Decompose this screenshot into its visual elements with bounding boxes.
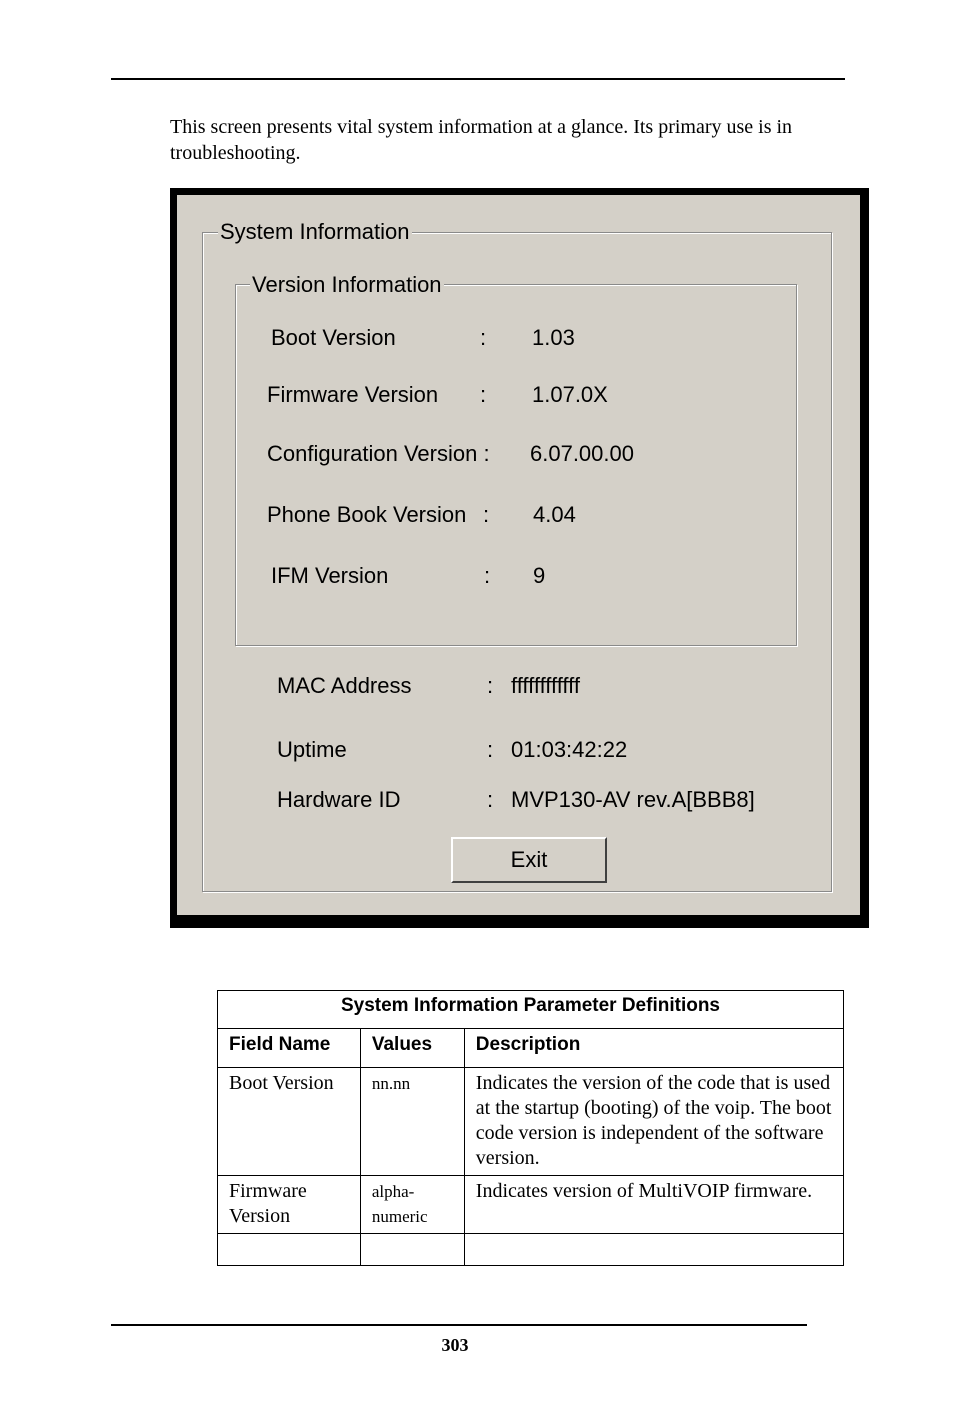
system-info-screenshot xyxy=(170,188,869,928)
table-row xyxy=(218,1234,844,1266)
description-cell: Indicates the version of the code that is used at the startup (booting) of the voip. The boot code version is independent of the software version. xyxy=(464,1068,843,1176)
phone-book-version-value: 4.04 xyxy=(533,502,576,527)
field-name-cell xyxy=(218,1234,361,1266)
uptime-label: Uptime xyxy=(277,737,347,762)
page-number: 303 xyxy=(441,1335,469,1355)
firmware-version-label: Firmware Version xyxy=(267,382,439,407)
configuration-version-label: Configuration Version : xyxy=(267,441,490,466)
ifm-version-value: 9 xyxy=(533,563,546,588)
phone-book-version-label: Phone Book Version xyxy=(267,502,467,527)
field-name-cell: Firmware Version xyxy=(218,1176,361,1234)
description-cell xyxy=(464,1234,843,1266)
system-information-group-title: System Information xyxy=(220,219,410,244)
mac-address-label: MAC Address xyxy=(277,673,412,698)
intro-paragraph: This screen presents vital system information at a glance. Its primary use is in troubleshooting. xyxy=(170,116,793,164)
firmware-version-value: 1.07.0X xyxy=(532,382,608,407)
configuration-version-value: 6.07.00.00 xyxy=(530,441,634,466)
boot-version-label: Boot Version xyxy=(271,325,396,350)
table-caption: System Information Parameter Definitions xyxy=(218,991,844,1029)
values-cell xyxy=(360,1234,464,1266)
version-information-group-title: Version Information xyxy=(252,272,442,297)
column-header-field-name: Field Name xyxy=(218,1029,361,1068)
hardware-id-colon: : xyxy=(487,787,494,812)
description-cell: Indicates version of MultiVOIP firmware. xyxy=(464,1176,843,1234)
mac-address-colon: : xyxy=(487,673,494,698)
values-cell: nn.nn xyxy=(360,1068,464,1176)
firmware-version-colon: : xyxy=(480,382,487,407)
system-info-dialog xyxy=(177,195,860,915)
uptime-colon: : xyxy=(487,737,494,762)
column-header-description: Description xyxy=(464,1029,843,1068)
column-header-values: Values xyxy=(360,1029,464,1068)
table-header-row xyxy=(218,1029,844,1068)
hardware-id-value: MVP130-AV rev.A[BBB8] xyxy=(511,787,755,812)
mac-address-value: ffffffffffff xyxy=(511,673,580,698)
field-name-cell: Boot Version xyxy=(218,1068,361,1176)
values-cell: alpha-numeric xyxy=(360,1176,464,1234)
uptime-value: 01:03:42:22 xyxy=(511,737,628,762)
parameter-definitions-table xyxy=(217,990,844,1266)
phone-book-version-colon: : xyxy=(483,502,490,527)
ifm-version-label: IFM Version xyxy=(271,563,389,588)
table-row xyxy=(218,1176,844,1234)
boot-version-value: 1.03 xyxy=(532,325,575,350)
hardware-id-label: Hardware ID xyxy=(277,787,401,812)
table-row xyxy=(218,1068,844,1176)
footer-rule xyxy=(111,1324,807,1326)
exit-button[interactable]: Exit xyxy=(451,837,607,883)
ifm-version-colon: : xyxy=(484,563,491,588)
header-rule xyxy=(111,78,845,80)
boot-version-colon: : xyxy=(480,325,487,350)
table-caption-row xyxy=(218,991,844,1029)
